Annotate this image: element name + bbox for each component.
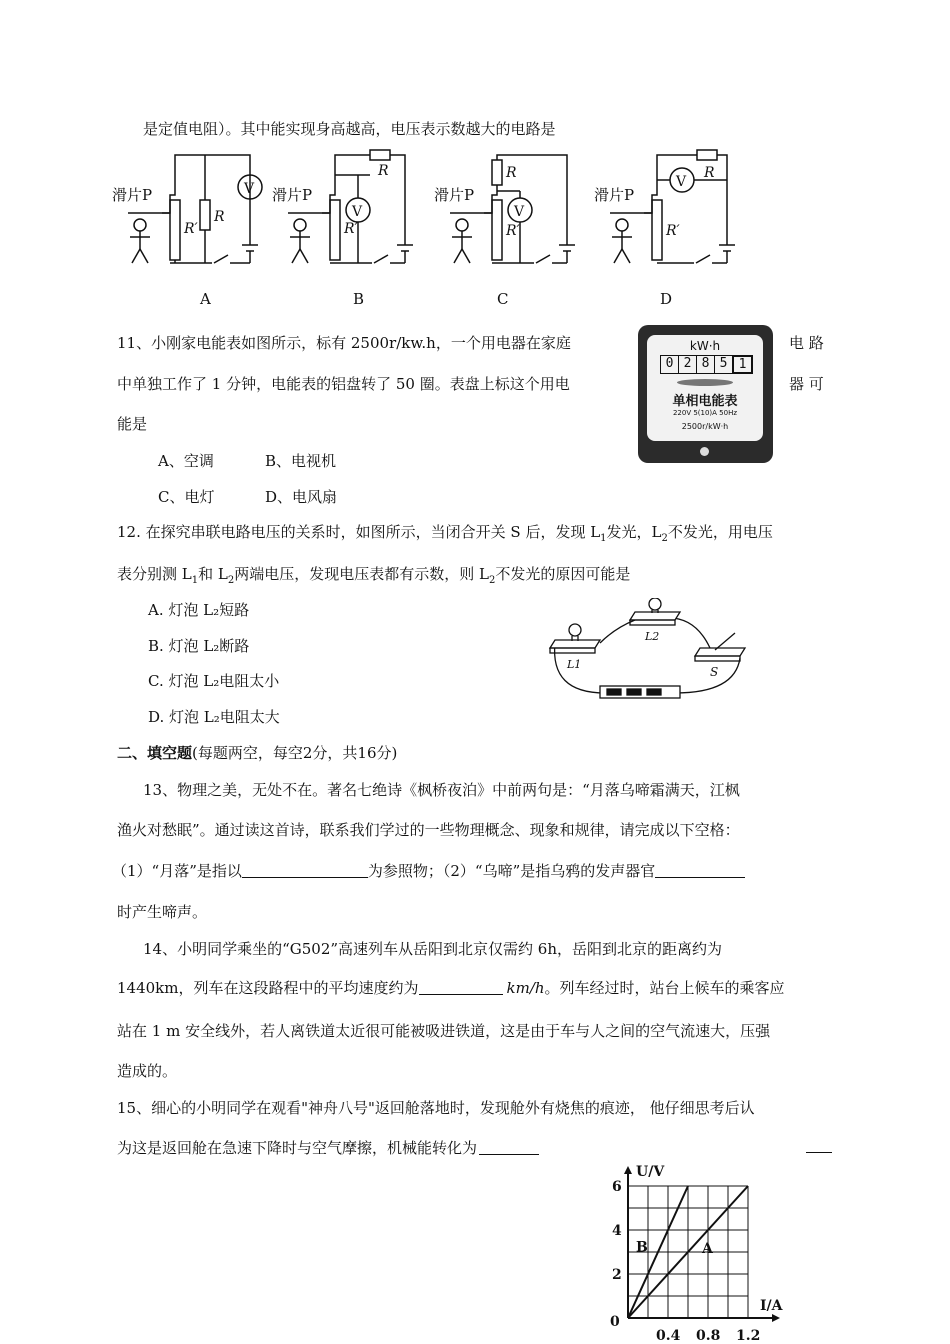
rprime-label: R′ — [666, 223, 680, 239]
q12-option-d: D. 灯泡 L₂电阻太大 — [148, 708, 280, 726]
electric-meter — [638, 325, 773, 463]
q14-line3: 站在 1 m 安全线外，若人离铁道太近很可能被吸进铁道，这是由于车与人之间的空气流速大，压强 — [117, 1022, 771, 1040]
q12-line2-part: 和 L — [198, 565, 228, 583]
voltmeter-label: V — [676, 174, 687, 190]
q14-line4: 造成的。 — [117, 1062, 178, 1080]
speed-unit: km/h — [506, 979, 545, 997]
q11-line1: 11、小刚家电能表如图所示，标有 2500r/kw.h，一个用电器在家庭 — [117, 334, 571, 352]
circuit-b — [272, 150, 413, 263]
q12-line2-part: 表分别测 L — [117, 565, 192, 583]
q14-line2-part: 1440km，列车在这段路程中的平均速度约为 — [117, 979, 419, 997]
x-tick-label: 0.4 — [656, 1328, 681, 1344]
slider-label: 滑片P — [272, 186, 313, 204]
switch-s — [695, 633, 745, 661]
l1-label: L1 — [567, 658, 582, 671]
subscript: 1 — [600, 533, 607, 544]
y-axis-arrow — [624, 1166, 632, 1174]
y-tick-label: 6 — [612, 1179, 622, 1195]
q13-line3 — [112, 860, 745, 881]
slider-label: 滑片P — [594, 186, 635, 204]
x-axis-arrow — [772, 1314, 780, 1322]
circuit-c — [434, 155, 575, 263]
q15-line2 — [117, 1137, 539, 1158]
subscript: 2 — [227, 575, 235, 586]
answer-blank[interactable] — [655, 863, 745, 878]
voltmeter-label: V — [244, 181, 255, 197]
q14-line2-part: 。列车经过时，站台上候车的乘客应 — [544, 979, 785, 997]
q12-line2-part: 不发光的原因可能是 — [495, 565, 631, 583]
q12-line2-part: 两端电压，发现电压表都有示数，则 L — [234, 565, 489, 583]
s-label: S — [710, 665, 719, 679]
q11-option-c: C、电灯 — [158, 488, 215, 506]
rprime-label: R′ — [506, 223, 520, 239]
q12-line1-part: 不发光，用电压 — [667, 523, 773, 541]
voltmeter-label: V — [352, 204, 363, 220]
subscript: 2 — [488, 575, 496, 586]
q13-line1: 13、物理之美，无处不在。著名七绝诗《枫桥夜泊》中前两句是：“月落乌啼霜满天，江枫 — [143, 781, 740, 799]
y-axis-label: U/V — [636, 1164, 665, 1180]
meter-screw — [700, 447, 709, 456]
y-tick-label: 4 — [612, 1223, 622, 1239]
meter-digit: 8 — [697, 356, 715, 373]
q15-line2-text: 为这是返回舱在急速下降时与空气摩擦，机械能转化为 — [117, 1139, 478, 1157]
meter-rating: 2500r/kW·h — [681, 422, 729, 431]
subscript: 1 — [191, 575, 199, 586]
slider-label: 滑片P — [112, 186, 153, 204]
ui-graph — [585, 1150, 805, 1344]
option-label-c: C — [497, 290, 509, 308]
q12-option-a: A. 灯泡 L₂短路 — [148, 601, 250, 619]
q13-line3-part: 为参照物；（2）“乌啼”是指乌鸦的发声器官 — [367, 862, 656, 880]
meter-digit: 0 — [661, 356, 679, 373]
x-tick-label: 1.2 — [736, 1328, 761, 1344]
q13-line3-part: （1）“月落”是指以 — [112, 862, 242, 880]
q14-line2 — [117, 977, 785, 998]
q12-line1-part: 12. 在探究串联电路电压的关系时，如图所示，当闭合开关 S 后，发现 L — [117, 523, 601, 541]
option-label-d: D — [660, 290, 673, 308]
q11-line1-right: 电 路 — [789, 334, 824, 352]
meter-name: 单相电能表 — [672, 394, 738, 409]
series-label: B — [636, 1239, 648, 1256]
rprime-label: R′ — [344, 221, 358, 237]
origin-label: 0 — [610, 1314, 620, 1330]
q11-option-b: B、电视机 — [265, 452, 337, 470]
l2-label: L2 — [645, 630, 660, 643]
lamp-l2 — [630, 598, 680, 625]
q12-line1 — [117, 521, 773, 544]
q11-line3: 能是 — [117, 415, 148, 433]
circuit-d — [594, 150, 735, 263]
slider-label: 滑片P — [434, 186, 475, 204]
q14-line1: 14、小明同学乘坐的“G502”高速列车从岳阳到北京仅需约 6h，岳阳到北京的距离约为 — [143, 940, 723, 958]
q12-option-c: C. 灯泡 L₂电阻太小 — [148, 672, 280, 690]
section-note: (每题两空，每空2分，共16分) — [192, 744, 398, 762]
subscript: 2 — [661, 533, 668, 544]
x-tick-label: 0.8 — [696, 1328, 721, 1344]
section-heading — [117, 742, 397, 763]
q12-line1-part: 发光，L — [606, 523, 662, 541]
r-label: R — [378, 163, 389, 179]
battery-pack — [600, 686, 680, 698]
q15-line1: 15、细心的小明同学在观看"神舟八号"返回舱落地时，发现舱外有烧焦的痕迹， 他仔细思考后认 — [117, 1099, 755, 1117]
voltmeter-label: V — [514, 204, 525, 220]
r-label: R — [704, 165, 715, 181]
q11-option-a: A、空调 — [158, 452, 214, 470]
q13-line2: 渔火对愁眠”。通过读这首诗，联系我们学过的一些物理概念、现象和规律，请完成以下空格： — [117, 821, 740, 839]
q13-line4: 时产生啼声。 — [117, 903, 208, 921]
q11-option-d: D、电风扇 — [265, 488, 338, 506]
option-label-b: B — [353, 290, 365, 308]
q12-option-b: B. 灯泡 L₂断路 — [148, 637, 250, 655]
answer-blank[interactable] — [419, 980, 503, 995]
meter-unit: kW·h — [689, 339, 721, 353]
answer-blank-tail[interactable] — [806, 1152, 832, 1153]
section-title: 二、填空题 — [117, 744, 193, 762]
meter-spec: 220V 5(10)A 50Hz — [672, 409, 738, 417]
r-label: R — [506, 165, 517, 181]
circuit-a — [112, 155, 262, 263]
series-label: A — [702, 1241, 713, 1257]
meter-digit: 1 — [733, 356, 752, 373]
x-axis-label: I/A — [760, 1298, 783, 1314]
lamp-l1 — [550, 624, 600, 653]
q10-text: 是定值电阻）。其中能实现身高越高，电压表示数越大的电路是 — [143, 120, 556, 138]
meter-face — [647, 335, 763, 441]
meter-digits — [660, 355, 753, 374]
q12-line2 — [117, 563, 630, 586]
rprime-label: R′ — [184, 221, 198, 237]
q11-line2-right: 器 可 — [789, 375, 824, 393]
series-circuit-figure — [545, 598, 755, 703]
y-tick-label: 2 — [612, 1267, 622, 1283]
answer-blank[interactable] — [242, 863, 368, 878]
meter-digit: 2 — [679, 356, 697, 373]
meter-disc — [677, 379, 733, 386]
r-label: R — [214, 209, 225, 225]
answer-blank[interactable] — [479, 1140, 539, 1155]
meter-digit: 5 — [715, 356, 733, 373]
option-label-a: A — [200, 290, 211, 308]
q11-line2: 中单独工作了 1 分钟，电能表的铝盘转了 50 圈。表盘上标这个用电 — [117, 375, 570, 393]
